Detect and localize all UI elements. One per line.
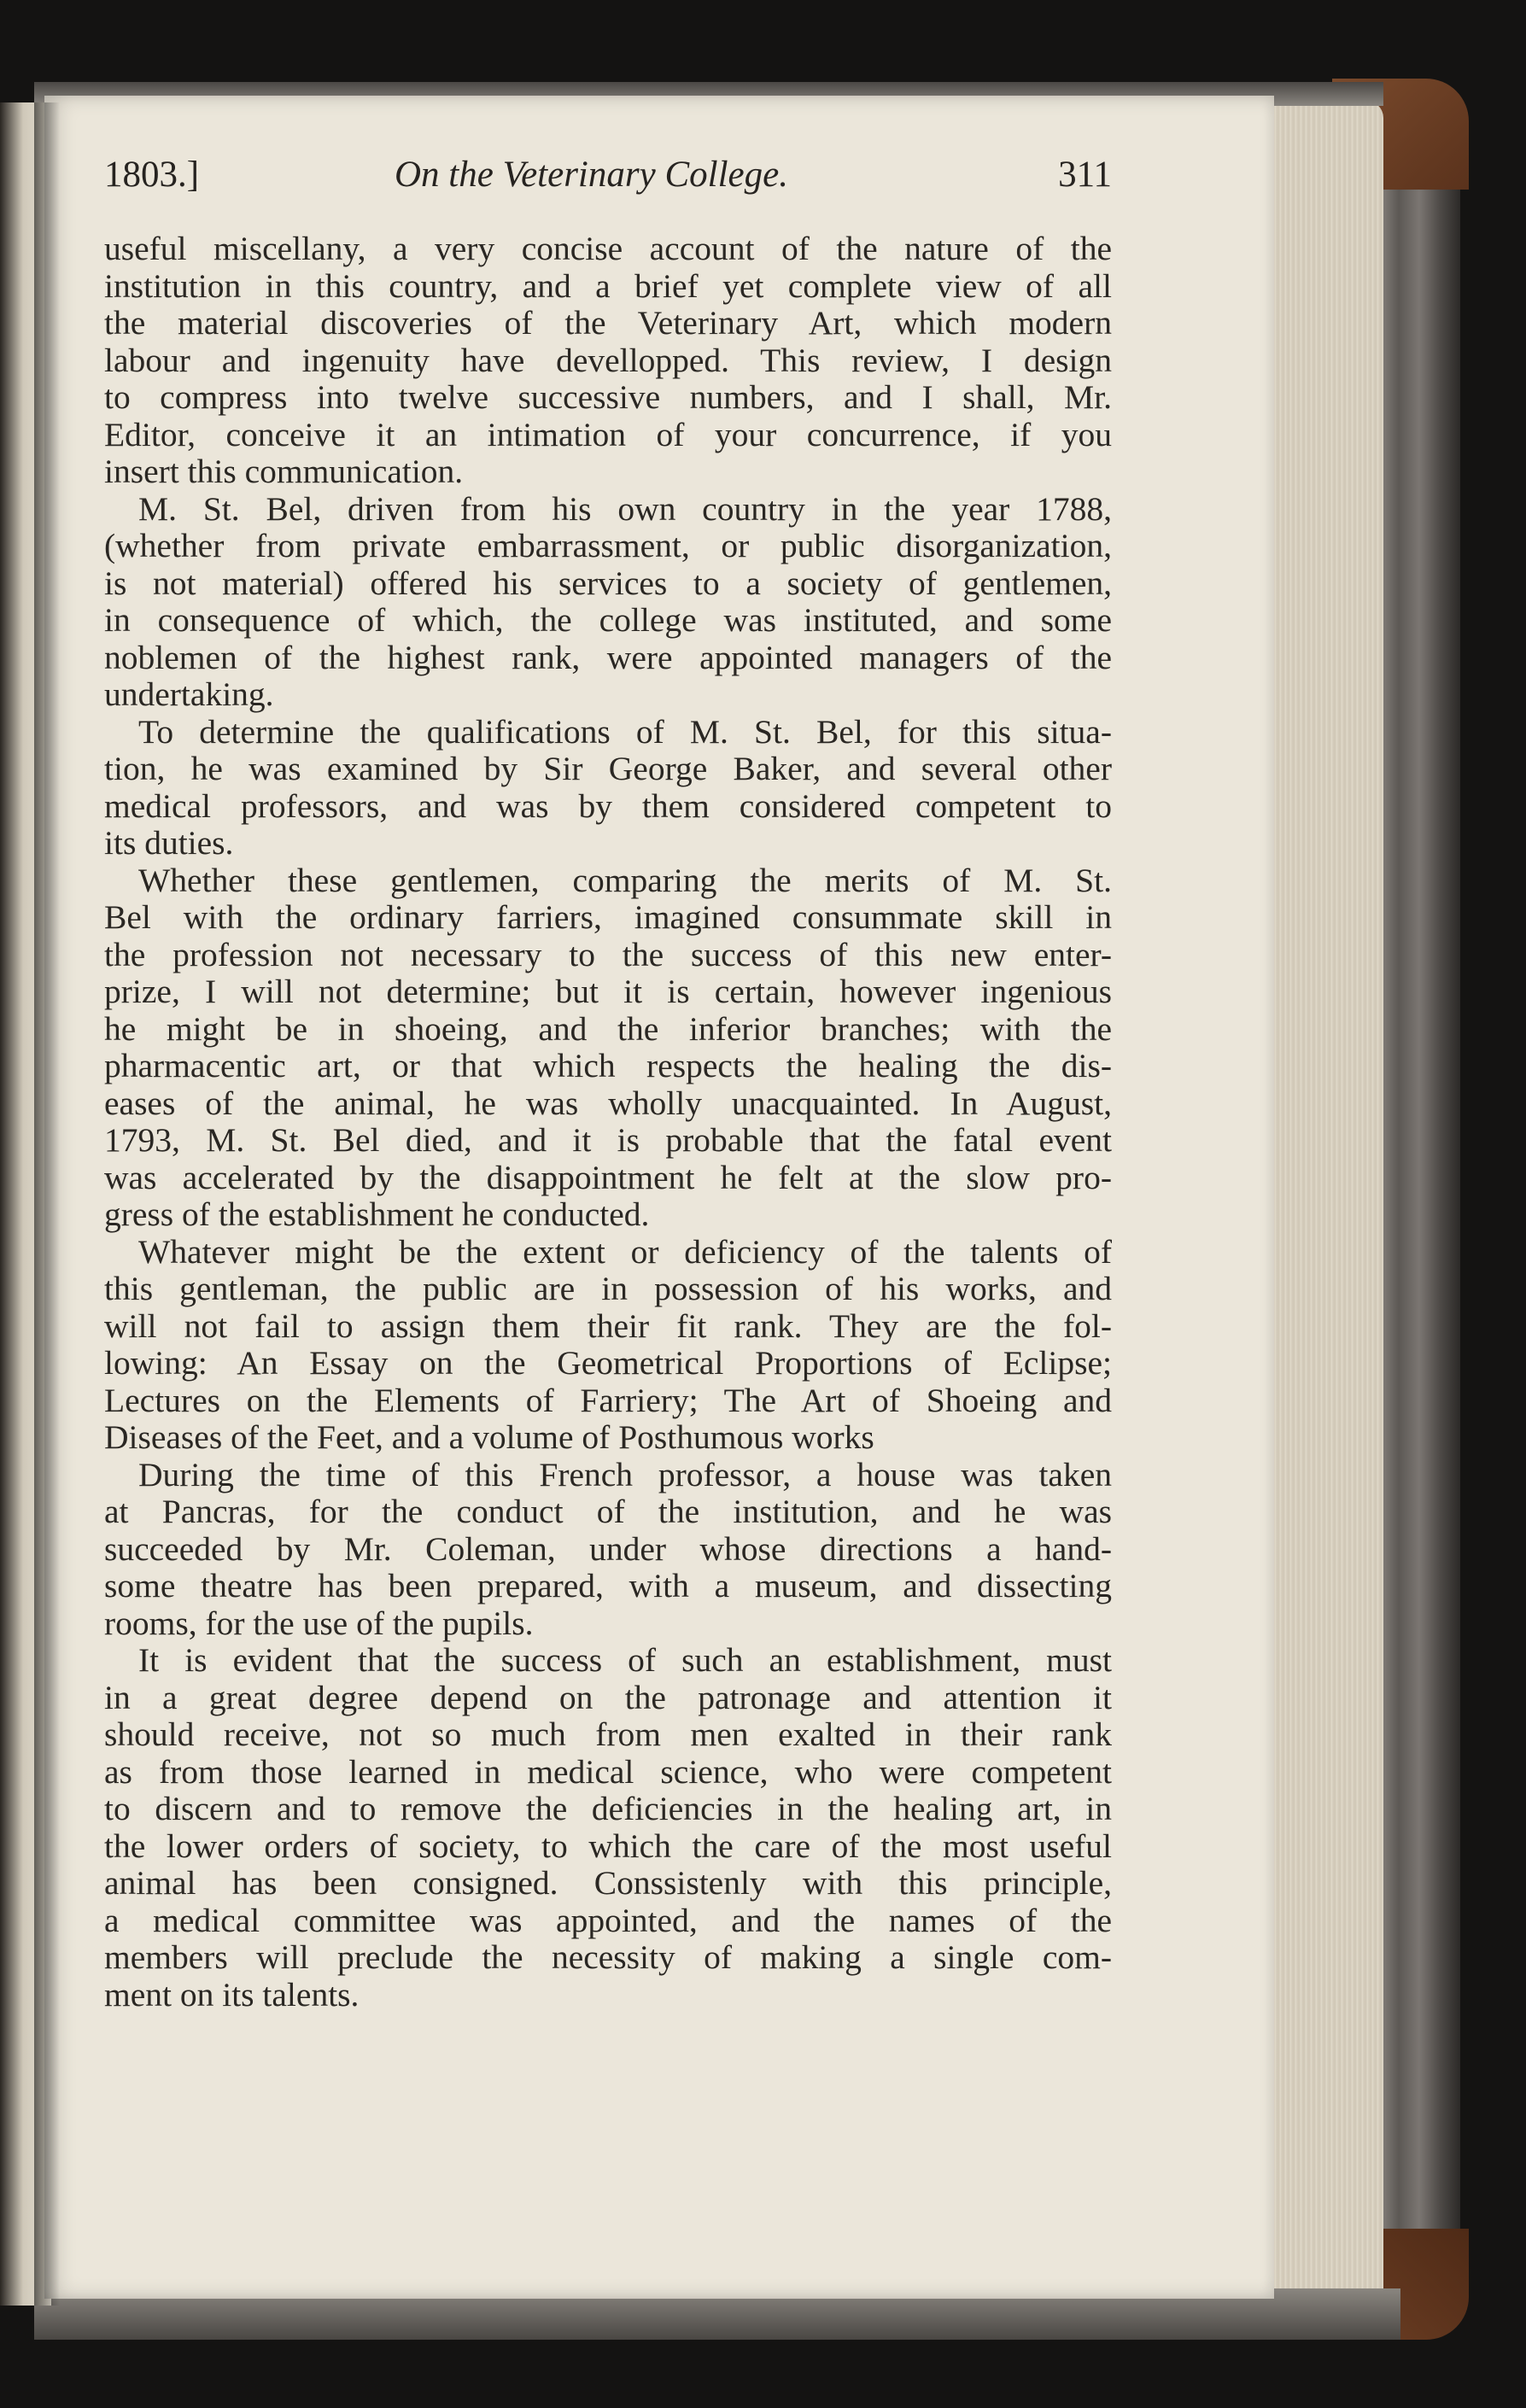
- text-line: 1793, M. St. Bel died, and it is probable that the fatal event: [104, 1122, 1112, 1159]
- page-stack-edge: [1255, 101, 1383, 2312]
- text-line: noblemen of the highest rank, were appointed managers of the: [104, 639, 1112, 676]
- text-line: prize, I will not determine; but it is certain, however ingenious: [104, 973, 1112, 1010]
- text-line: animal has been consigned. Conssistenly with this principle,: [104, 1865, 1112, 1902]
- paragraph: [104, 714, 1112, 862]
- text-line: rooms, for the use of the pupils.: [104, 1604, 534, 1642]
- paragraph: [104, 1457, 1112, 1643]
- text-line: a medical committee was appointed, and the names of the: [104, 1902, 1112, 1939]
- text-line: gress of the establishment he conducted.: [104, 1196, 650, 1233]
- text-line: institution in this country, and a brief yet complete view of all: [104, 267, 1112, 305]
- text-line: should receive, not so much from men exalted in their rank: [104, 1716, 1112, 1753]
- text-line: Editor, conceive it an intimation of your concurrence, if you: [104, 416, 1112, 453]
- gutter-shadow: [34, 102, 60, 2306]
- text-line: tion, he was examined by Sir George Baker, and several other: [104, 751, 1112, 787]
- paragraph: [104, 862, 1112, 1234]
- header-title: On the Veterinary College.: [395, 155, 788, 195]
- text-line: is not material) offered his services to a society of gentlemen,: [104, 564, 1112, 602]
- paragraph: [104, 231, 1112, 491]
- text-line: was accelerated by the disappointment he felt at the slow pro-: [104, 1159, 1112, 1196]
- text-line: its duties.: [104, 825, 234, 862]
- text-line: some theatre has been prepared, with a museum, and dissecting: [104, 1568, 1112, 1604]
- text-line: in consequence of which, the college was instituted, and some: [104, 602, 1112, 639]
- text-line: in a great degree depend on the patronage and attention it: [104, 1679, 1112, 1716]
- text-line: pharmacentic art, or that which respects the healing the dis-: [104, 1048, 1112, 1084]
- text-line: the profession not necessary to the success of this new enter-: [104, 936, 1112, 973]
- text-line: Whether these gentlemen, comparing the merits of M. St.: [138, 862, 1112, 899]
- page-number: 311: [1058, 155, 1112, 195]
- body-text: [104, 231, 1112, 2013]
- text-line: lowing: An Essay on the Geometrical Proportions of Eclipse;: [104, 1345, 1112, 1382]
- text-line: Diseases of the Feet, and a volume of Posthumous works: [104, 1419, 874, 1456]
- text-line: During the time of this French professor, a house was taken: [138, 1456, 1112, 1493]
- text-line: insert this communication.: [104, 453, 464, 490]
- text-line: labour and ingenuity have devellopped. This review, I design: [104, 342, 1112, 379]
- text-line: to discern and to remove the deficiencies in the healing art, in: [104, 1791, 1112, 1827]
- text-line: as from those learned in medical science, who were competent: [104, 1753, 1112, 1791]
- text-line: will not fail to assign them their fit rank. They are the fol-: [104, 1307, 1112, 1345]
- paragraph: [104, 1234, 1112, 1457]
- text-line: undertaking.: [104, 676, 274, 713]
- text-line: It is evident that the success of such an establishment, must: [138, 1642, 1112, 1679]
- paragraph: [104, 491, 1112, 714]
- text-line: the lower orders of society, to which the care of the most useful: [104, 1827, 1112, 1865]
- header-year: 1803.]: [104, 155, 200, 195]
- text-line: Bel with the ordinary farriers, imagined consummate skill in: [104, 899, 1112, 936]
- text-line: this gentleman, the public are in possession of his works, and: [104, 1271, 1112, 1307]
- text-line: ment on its talents.: [104, 1976, 360, 2013]
- text-line: M. St. Bel, driven from his own country in the year 1788,: [138, 490, 1112, 528]
- text-line: Lectures on the Elements of Farriery; The Art of Shoeing and: [104, 1382, 1112, 1419]
- text-line: To determine the qualifications of M. St. Bel, for this situa-: [138, 713, 1112, 751]
- text-line: he might be in shoeing, and the inferior branches; with the: [104, 1010, 1112, 1048]
- text-line: to compress into twelve successive numbers, and I shall, Mr.: [104, 379, 1112, 416]
- text-line: medical professors, and was by them considered competent to: [104, 787, 1112, 825]
- paragraph: [104, 1642, 1112, 2013]
- text-line: members will preclude the necessity of making a single com-: [104, 1939, 1112, 1976]
- text-line: the material discoveries of the Veterinary Art, which modern: [104, 305, 1112, 342]
- text-line: (whether from private embarrassment, or public disorganization,: [104, 528, 1112, 564]
- text-line: useful miscellany, a very concise account of the nature of the: [104, 231, 1112, 267]
- text-line: Whatever might be the extent or deficiency of the talents of: [138, 1233, 1112, 1271]
- text-line: eases of the animal, he was wholly unacquainted. In August,: [104, 1084, 1112, 1122]
- running-header: [104, 154, 1112, 222]
- text-line: at Pancras, for the conduct of the institution, and he was: [104, 1493, 1112, 1530]
- text-line: succeeded by Mr. Coleman, under whose directions a hand-: [104, 1530, 1112, 1568]
